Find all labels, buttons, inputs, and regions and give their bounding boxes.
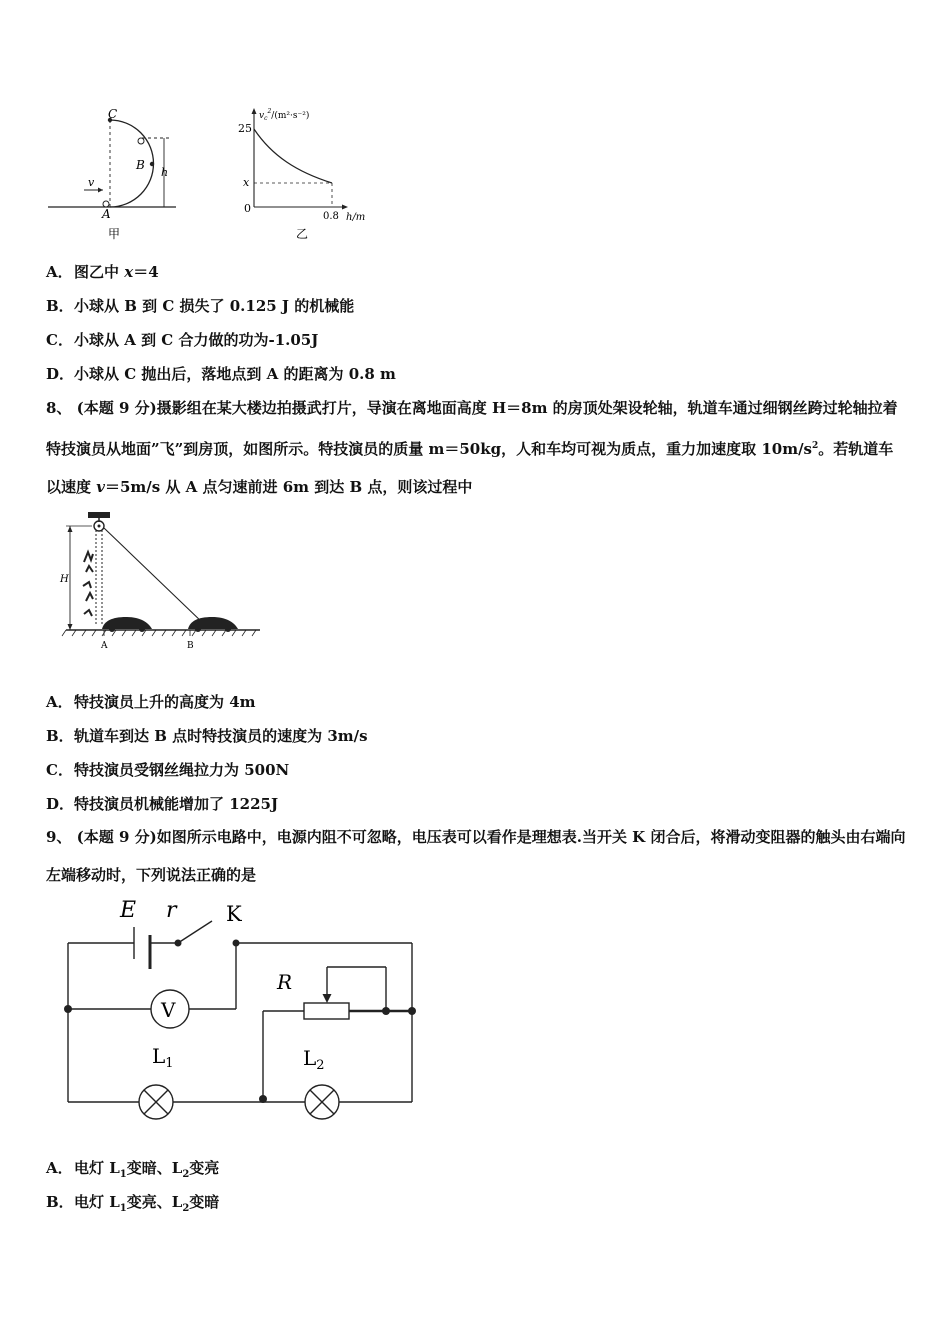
figure-yi	[232, 104, 382, 244]
caption-yi: 乙	[296, 227, 309, 241]
x-tick-08: 0.8	[323, 211, 339, 222]
q9-circuit	[60, 893, 430, 1133]
q7-option-a: A．图乙中 x＝4	[46, 263, 159, 281]
y-axis-label: $v_c^2/(m^2\cdot s^{-2})$	[259, 108, 310, 122]
caption-jia: 甲	[108, 227, 121, 241]
label-b: B	[187, 641, 194, 651]
label-h: h	[161, 166, 169, 179]
label-r: r	[166, 898, 177, 923]
q9-option-a: A．电灯 $L_1$变暗、$L_2$变亮	[46, 1159, 220, 1180]
label-k: K	[226, 902, 242, 926]
label-l1: $L_1$	[152, 1044, 174, 1071]
q7-option-d: D．小球从 C 抛出后，落地点到 A 的距离为 0.8 m	[46, 365, 396, 383]
y-tick-x: x	[243, 176, 250, 189]
q7-option-c: C．小球从 A 到 C 合力做的功为-1.05J	[46, 331, 319, 349]
label-r-resistor: R	[277, 970, 293, 994]
q8-option-d: D．特技演员机械能增加了 1225J	[46, 795, 279, 813]
q8-option-b: B．轨道车到达 B 点时特技演员的速度为 3m/s	[46, 727, 368, 745]
voltmeter-label: V	[161, 998, 176, 1022]
x-axis-label: h/m	[346, 212, 366, 223]
label-a: A	[102, 207, 111, 221]
origin-label: 0	[244, 202, 251, 215]
q8-figure	[56, 506, 266, 656]
label-h: H	[60, 574, 69, 585]
q8-option-c: C．特技演员受钢丝绳拉力为 500N	[46, 761, 290, 779]
label-b: B	[136, 158, 145, 172]
label-l2: $L_2$	[303, 1046, 325, 1073]
q9-option-b: B．电灯 $L_1$变亮、$L_2$变暗	[46, 1193, 220, 1214]
q9-question: 9、 (本题 9 分)如图所示电路中，电源内阻不可忽略，电压表可以看作是理想表.当开关 K 闭合后，将滑动变阻器的触头由右端向左端移动时，下列说法正确的是	[46, 828, 906, 884]
label-a: A	[101, 641, 108, 651]
y-tick-25: 25	[238, 122, 252, 135]
q8-question: 8、 (本题 9 分)摄影组在某大楼边拍摄武打片，导演在离地面高度 H＝8m 的房顶处架设轮轴，轨道车通过细钢丝跨过轮轴拉着特技演员从地面”飞”到房顶，如图所示。特技演员的质量 m＝50kg，人和车均可视为质点，重力加速度取 $10m/s^2$。若轨道车以速度 v＝5m/s 从 A 点匀速前进 6m 到达 B 点，则该过程中	[46, 399, 898, 496]
q8-option-a: A．特技演员上升的高度为 4m	[46, 693, 256, 711]
figure-jia	[46, 104, 196, 244]
label-v: v	[88, 176, 95, 189]
q7-option-b: B．小球从 B 到 C 损失了 0.125 J 的机械能	[46, 297, 355, 315]
label-e: E	[120, 898, 137, 923]
label-c: C	[108, 107, 118, 121]
